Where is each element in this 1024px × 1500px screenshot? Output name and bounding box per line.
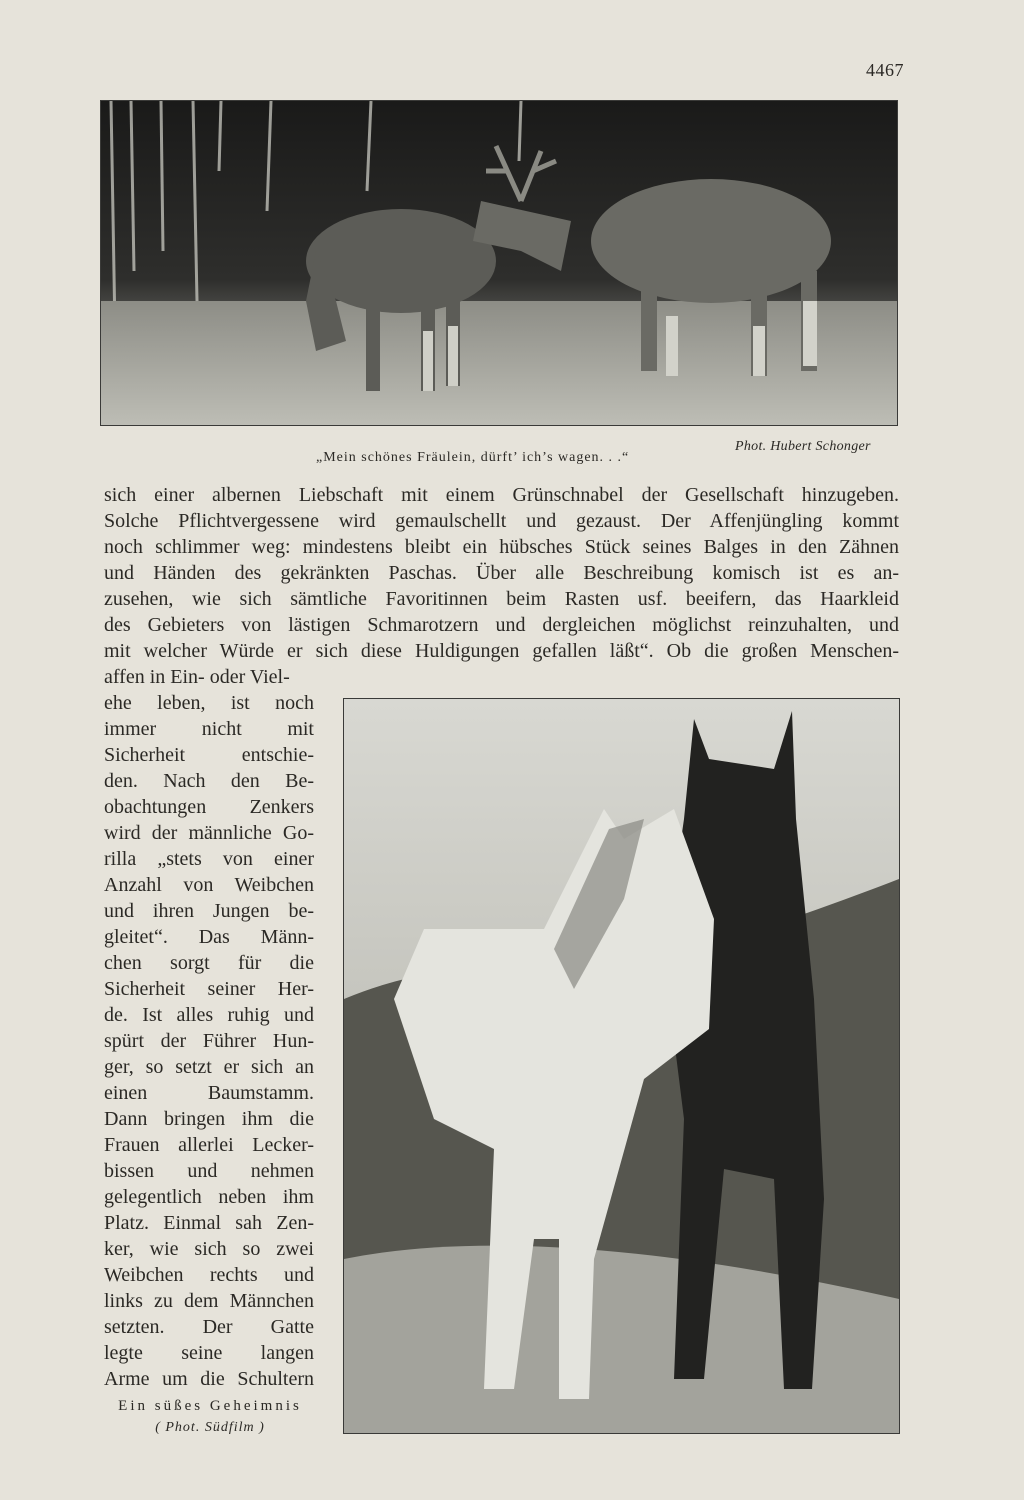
body-line: setzten. Der Gatte <box>104 1316 314 1338</box>
body-line: Arme um die Schultern <box>104 1368 314 1390</box>
top-photo-caption: „Mein schönes Fräulein, dürft’ ich’s wagen. . .“ <box>316 450 630 465</box>
body-line: gelegentlich neben ihm <box>104 1186 314 1208</box>
body-line: de. Ist alles ruhig und <box>104 1004 314 1026</box>
body-line: affen in Ein- oder Viel- <box>104 666 290 688</box>
body-line: wird der männliche Go- <box>104 822 314 844</box>
body-line: Frauen allerlei Lecker- <box>104 1134 314 1156</box>
body-line: spürt der Führer Hun- <box>104 1030 314 1052</box>
body-line: mit welcher Würde er sich diese Huldigungen gefallen läßt“. Ob die großen Menschen- <box>104 640 899 662</box>
body-line: Solche Pflichtvergessene wird gemaulschellt und gezaust. Der Affenjüngling kommt <box>104 510 899 532</box>
body-line: rilla „stets von einer <box>104 848 314 870</box>
page-number: 4467 <box>866 60 904 80</box>
body-line: ker, wie sich so zwei <box>104 1238 314 1260</box>
body-line: des Gebieters von lästigen Schmarotzern und dergleichen möglichst reinzuhalten, und <box>104 614 899 636</box>
body-line: obachtungen Zenkers <box>104 796 314 818</box>
body-line: den. Nach den Be- <box>104 770 314 792</box>
body-line: Weibchen rechts und <box>104 1264 314 1286</box>
body-line: gleitet“. Das Männ- <box>104 926 314 948</box>
body-line: links zu dem Männchen <box>104 1290 314 1312</box>
body-line: ehe leben, ist noch <box>104 692 314 714</box>
bottom-photo-caption: Ein süßes Geheimnis <box>118 1398 302 1414</box>
body-line: und ihren Jungen be- <box>104 900 314 922</box>
body-line: Dann bringen ihm die <box>104 1108 314 1130</box>
body-line: Sicherheit seiner Her- <box>104 978 314 1000</box>
top-photo-credit: Phot. Hubert Schonger <box>735 439 871 454</box>
body-line: Anzahl von Weibchen <box>104 874 314 896</box>
body-line: einen Baumstamm. <box>104 1082 314 1104</box>
elk-photo <box>100 100 898 426</box>
body-line: bissen und nehmen <box>104 1160 314 1182</box>
body-line: immer nicht mit <box>104 718 314 740</box>
body-line: chen sorgt für die <box>104 952 314 974</box>
body-line: noch schlimmer weg: mindestens bleibt ein hübsches Stück seines Balges in den Zähnen <box>104 536 899 558</box>
body-line: sich einer albernen Liebschaft mit einem Grünschnabel der Gesellschaft hinzugeben. <box>104 484 899 506</box>
body-line: zusehen, wie sich sämtliche Favoritinnen beim Rasten usf. beeifern, das Haarkleid <box>104 588 899 610</box>
body-line: Sicherheit entschie- <box>104 744 314 766</box>
body-line: Platz. Einmal sah Zen- <box>104 1212 314 1234</box>
body-line: legte seine langen <box>104 1342 314 1364</box>
body-line: ger, so setzt er sich an <box>104 1056 314 1078</box>
body-line: und Händen des gekränkten Paschas. Über alle Beschreibung komisch ist es an- <box>104 562 899 584</box>
horses-photo <box>343 698 900 1434</box>
bottom-photo-credit: ( Phot. Südfilm ) <box>155 1420 265 1435</box>
